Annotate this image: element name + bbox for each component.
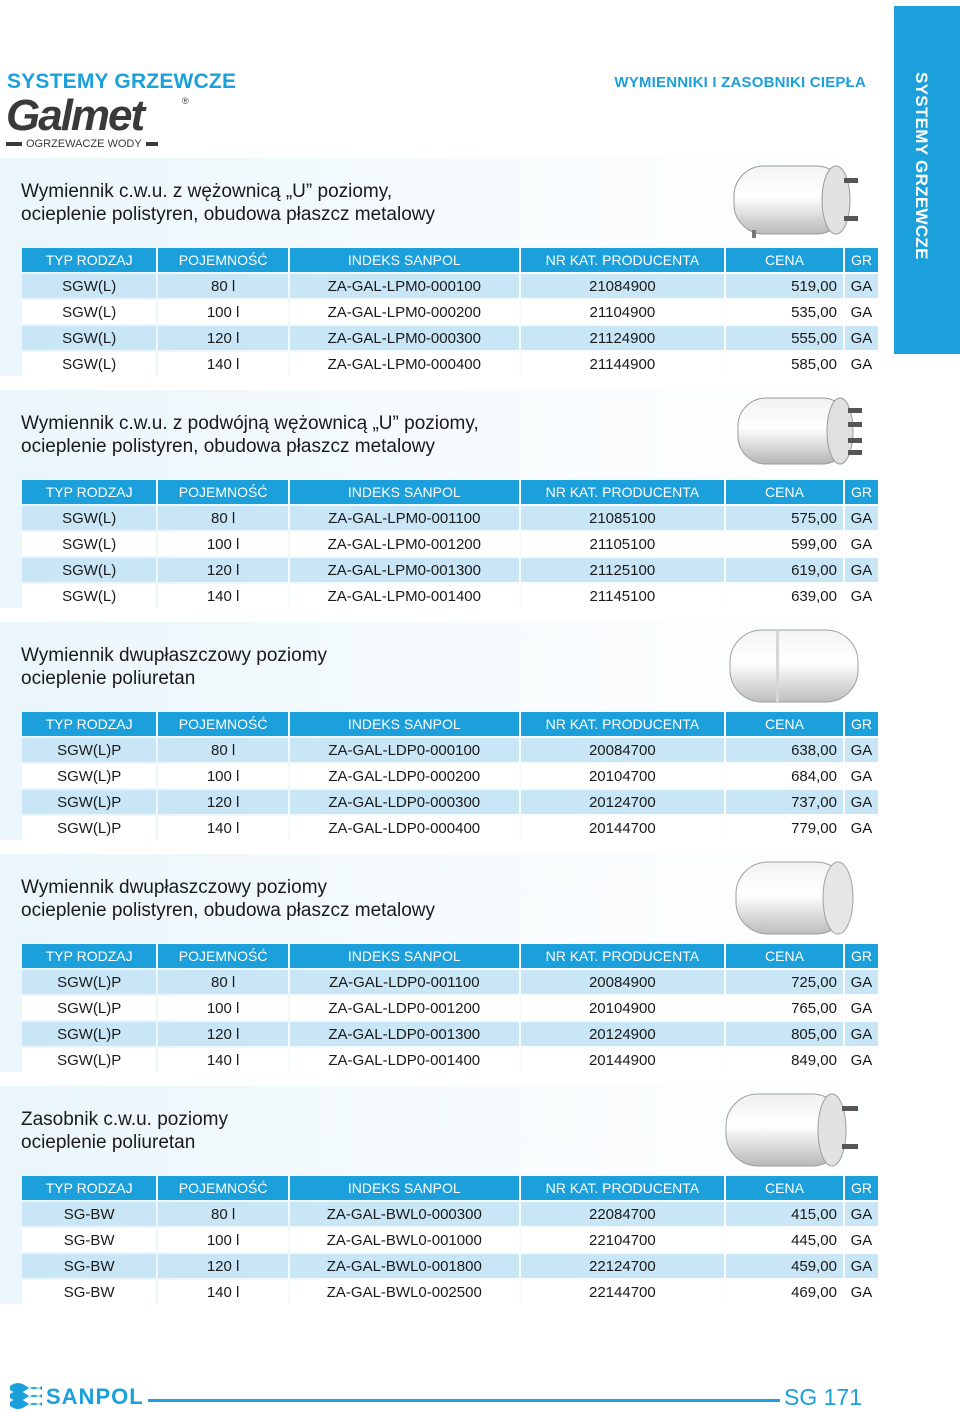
- storage-tank-image: [718, 1088, 864, 1172]
- cell-indeks: ZA-GAL-LDP0-001100: [290, 970, 519, 994]
- cell-nr-kat: 21105100: [521, 532, 724, 556]
- logo-wordmark: Galmet: [6, 91, 144, 140]
- col-nr-kat: NR KAT. PRODUCENTA: [521, 944, 724, 968]
- cell-pojemnosc: 100 l: [158, 996, 287, 1020]
- cell-typ: SGW(L)P: [22, 816, 156, 840]
- table-row: [22, 1228, 878, 1252]
- cell-nr-kat: 21104900: [521, 300, 724, 324]
- cell-pojemnosc: 140 l: [158, 1280, 287, 1304]
- col-pojemnosc: POJEMNOŚĆ: [158, 1176, 287, 1200]
- cell-typ: SGW(L): [22, 584, 156, 608]
- section-title-line-2: ocieplenie poliuretan: [21, 668, 196, 689]
- cell-typ: SG-BW: [22, 1254, 156, 1278]
- section-title-line-2: ocieplenie polistyren, obudowa płaszcz metalowy: [21, 204, 436, 225]
- cell-typ: SGW(L): [22, 326, 156, 350]
- cell-gr: GA: [845, 558, 878, 582]
- cell-cena: 619,00: [726, 558, 843, 582]
- section-title: [21, 1108, 228, 1154]
- page-number: SG 171: [784, 1384, 862, 1410]
- cell-pojemnosc: 80 l: [158, 274, 287, 298]
- cell-pojemnosc: 120 l: [158, 326, 287, 350]
- col-nr-kat: NR KAT. PRODUCENTA: [521, 248, 724, 272]
- price-table: [20, 246, 880, 378]
- cell-typ: SGW(L)P: [22, 1022, 156, 1046]
- cell-nr-kat: 21124900: [521, 326, 724, 350]
- cell-typ: SGW(L): [22, 506, 156, 530]
- section-title: [21, 644, 327, 690]
- table-row: [22, 738, 878, 762]
- cell-pojemnosc: 80 l: [158, 738, 287, 762]
- col-cena: CENA: [726, 712, 843, 736]
- cell-nr-kat: 20144700: [521, 816, 724, 840]
- cell-nr-kat: 20104700: [521, 764, 724, 788]
- cell-indeks: ZA-GAL-LPM0-000400: [290, 352, 519, 376]
- cell-gr: GA: [845, 1254, 878, 1278]
- table-row: [22, 1254, 878, 1278]
- cell-nr-kat: 21125100: [521, 558, 724, 582]
- section-title-line-2: ocieplenie poliuretan: [21, 1132, 196, 1153]
- cell-cena: 555,00: [726, 326, 843, 350]
- galmet-logo: [6, 91, 191, 154]
- cell-indeks: ZA-GAL-LPM0-001200: [290, 532, 519, 556]
- cell-typ: SGW(L)P: [22, 764, 156, 788]
- cell-indeks: ZA-GAL-LDP0-001400: [290, 1048, 519, 1072]
- col-pojemnosc: POJEMNOŚĆ: [158, 944, 287, 968]
- cell-indeks: ZA-GAL-LDP0-001300: [290, 1022, 519, 1046]
- cell-gr: GA: [845, 1022, 878, 1046]
- col-typ-rodzaj: TYP RODZAJ: [22, 712, 156, 736]
- cell-gr: GA: [845, 1202, 878, 1226]
- table-header-row: [22, 712, 878, 736]
- cell-cena: 737,00: [726, 790, 843, 814]
- cell-pojemnosc: 120 l: [158, 1254, 287, 1278]
- col-gr: GR: [845, 1176, 878, 1200]
- col-pojemnosc: POJEMNOŚĆ: [158, 248, 287, 272]
- section-title-line-1: Wymiennik dwupłaszczowy poziomy: [21, 877, 328, 898]
- cell-indeks: ZA-GAL-LPM0-000100: [290, 274, 519, 298]
- cell-pojemnosc: 80 l: [158, 1202, 287, 1226]
- table-row: [22, 1022, 878, 1046]
- table-row: [22, 300, 878, 324]
- boiler-image: [730, 856, 860, 940]
- brand-title: SYSTEMY GRZEWCZE: [7, 70, 237, 93]
- cell-indeks: ZA-GAL-BWL0-001800: [290, 1254, 519, 1278]
- cell-cena: 849,00: [726, 1048, 843, 1072]
- cell-gr: GA: [845, 1048, 878, 1072]
- section-title-line-2: ocieplenie polistyren, obudowa płaszcz metalowy: [21, 436, 436, 457]
- product-section-2: [0, 390, 880, 608]
- col-pojemnosc: POJEMNOŚĆ: [158, 712, 287, 736]
- cell-pojemnosc: 140 l: [158, 816, 287, 840]
- col-indeks-sanpol: INDEKS SANPOL: [290, 480, 519, 504]
- col-nr-kat: NR KAT. PRODUCENTA: [521, 480, 724, 504]
- cell-typ: SGW(L)P: [22, 970, 156, 994]
- boiler-image: [724, 158, 864, 240]
- cell-cena: 415,00: [726, 1202, 843, 1226]
- cell-gr: GA: [845, 738, 878, 762]
- product-section-3: [0, 622, 880, 840]
- col-typ-rodzaj: TYP RODZAJ: [22, 480, 156, 504]
- section-title: [21, 180, 435, 226]
- cell-nr-kat: 21144900: [521, 352, 724, 376]
- slogan-bar-left: [6, 142, 22, 146]
- sanpol-wave-icon: [8, 1380, 44, 1410]
- cell-indeks: ZA-GAL-LDP0-000400: [290, 816, 519, 840]
- table-row: [22, 274, 878, 298]
- col-pojemnosc: POJEMNOŚĆ: [158, 480, 287, 504]
- cell-indeks: ZA-GAL-LDP0-000100: [290, 738, 519, 762]
- cell-gr: GA: [845, 532, 878, 556]
- cell-pojemnosc: 100 l: [158, 300, 287, 324]
- cell-typ: SGW(L): [22, 532, 156, 556]
- price-table: [20, 1174, 880, 1306]
- logo-slogan-row: [6, 138, 186, 150]
- cell-pojemnosc: 120 l: [158, 1022, 287, 1046]
- boiler-image: [730, 392, 866, 470]
- cell-typ: SGW(L)P: [22, 790, 156, 814]
- cell-typ: SGW(L): [22, 274, 156, 298]
- section-title-line-1: Wymiennik dwupłaszczowy poziomy: [21, 645, 328, 666]
- cell-nr-kat: 20084700: [521, 738, 724, 762]
- col-cena: CENA: [726, 944, 843, 968]
- section-title-line-2: ocieplenie polistyren, obudowa płaszcz metalowy: [21, 900, 436, 921]
- cell-typ: SG-BW: [22, 1280, 156, 1304]
- logo-slogan: OGRZEWACZE WODY: [26, 138, 142, 150]
- cell-indeks: ZA-GAL-LPM0-001400: [290, 584, 519, 608]
- cell-nr-kat: 20124700: [521, 790, 724, 814]
- col-indeks-sanpol: INDEKS SANPOL: [290, 944, 519, 968]
- cell-gr: GA: [845, 996, 878, 1020]
- col-typ-rodzaj: TYP RODZAJ: [22, 1176, 156, 1200]
- col-cena: CENA: [726, 480, 843, 504]
- cell-gr: GA: [845, 1280, 878, 1304]
- cell-gr: GA: [845, 326, 878, 350]
- cell-indeks: ZA-GAL-BWL0-000300: [290, 1202, 519, 1226]
- cell-indeks: ZA-GAL-LPM0-001300: [290, 558, 519, 582]
- col-gr: GR: [845, 248, 878, 272]
- col-gr: GR: [845, 712, 878, 736]
- table-row: [22, 816, 878, 840]
- cell-cena: 639,00: [726, 584, 843, 608]
- table-row: [22, 790, 878, 814]
- cell-nr-kat: 22124700: [521, 1254, 724, 1278]
- cell-indeks: ZA-GAL-LDP0-000200: [290, 764, 519, 788]
- cell-nr-kat: 21085100: [521, 506, 724, 530]
- cell-typ: SGW(L)P: [22, 1048, 156, 1072]
- section-title-line-1: Wymiennik c.w.u. z podwójną wężownicą „U” poziomy,: [21, 413, 479, 434]
- col-cena: CENA: [726, 1176, 843, 1200]
- cell-typ: SG-BW: [22, 1228, 156, 1252]
- table-row: [22, 326, 878, 350]
- cell-pojemnosc: 80 l: [158, 506, 287, 530]
- cell-indeks: ZA-GAL-BWL0-001000: [290, 1228, 519, 1252]
- cell-pojemnosc: 100 l: [158, 1228, 287, 1252]
- cell-indeks: ZA-GAL-LDP0-000300: [290, 790, 519, 814]
- col-cena: CENA: [726, 248, 843, 272]
- col-gr: GR: [845, 480, 878, 504]
- col-indeks-sanpol: INDEKS SANPOL: [290, 248, 519, 272]
- col-indeks-sanpol: INDEKS SANPOL: [290, 712, 519, 736]
- boiler-image: [724, 624, 864, 708]
- cell-indeks: ZA-GAL-BWL0-002500: [290, 1280, 519, 1304]
- section-title-line-1: Wymiennik c.w.u. z wężownicą „U” poziomy,: [21, 181, 393, 202]
- cell-pojemnosc: 100 l: [158, 764, 287, 788]
- cell-pojemnosc: 140 l: [158, 584, 287, 608]
- table-header-row: [22, 480, 878, 504]
- cell-nr-kat: 20104900: [521, 996, 724, 1020]
- sanpol-logo: [8, 1380, 158, 1410]
- slogan-bar-right: [146, 142, 158, 146]
- cell-gr: GA: [845, 764, 878, 788]
- table-row: [22, 532, 878, 556]
- cell-cena: 765,00: [726, 996, 843, 1020]
- side-tab: [894, 6, 960, 354]
- cell-indeks: ZA-GAL-LPM0-000300: [290, 326, 519, 350]
- cell-nr-kat: 22144700: [521, 1280, 724, 1304]
- table-row: [22, 1280, 878, 1304]
- cell-cena: 684,00: [726, 764, 843, 788]
- cell-cena: 725,00: [726, 970, 843, 994]
- cell-typ: SGW(L)P: [22, 996, 156, 1020]
- cell-pojemnosc: 120 l: [158, 558, 287, 582]
- col-indeks-sanpol: INDEKS SANPOL: [290, 1176, 519, 1200]
- cell-cena: 599,00: [726, 532, 843, 556]
- cell-nr-kat: 20144900: [521, 1048, 724, 1072]
- table-row: [22, 996, 878, 1020]
- section-title: [21, 412, 479, 458]
- cell-pojemnosc: 120 l: [158, 790, 287, 814]
- price-table: [20, 710, 880, 842]
- price-table: [20, 942, 880, 1074]
- side-tab-label: SYSTEMY GRZEWCZE: [912, 72, 931, 260]
- cell-pojemnosc: 140 l: [158, 352, 287, 376]
- cell-nr-kat: 22104700: [521, 1228, 724, 1252]
- cell-cena: 585,00: [726, 352, 843, 376]
- cell-gr: GA: [845, 816, 878, 840]
- col-gr: GR: [845, 944, 878, 968]
- table-row: [22, 352, 878, 376]
- table-header-row: [22, 1176, 878, 1200]
- sanpol-wordmark: SANPOL: [46, 1384, 144, 1409]
- product-section-5: [0, 1086, 880, 1304]
- product-section-4: [0, 854, 880, 1072]
- cell-cena: 779,00: [726, 816, 843, 840]
- cell-typ: SGW(L): [22, 558, 156, 582]
- cell-typ: SGW(L): [22, 352, 156, 376]
- cell-gr: GA: [845, 970, 878, 994]
- cell-gr: GA: [845, 352, 878, 376]
- cell-gr: GA: [845, 1228, 878, 1252]
- col-nr-kat: NR KAT. PRODUCENTA: [521, 1176, 724, 1200]
- table-row: [22, 584, 878, 608]
- col-nr-kat: NR KAT. PRODUCENTA: [521, 712, 724, 736]
- table-header-row: [22, 248, 878, 272]
- cell-cena: 459,00: [726, 1254, 843, 1278]
- cell-typ: SGW(L): [22, 300, 156, 324]
- cell-pojemnosc: 140 l: [158, 1048, 287, 1072]
- product-section-1: [0, 158, 880, 376]
- table-row: [22, 1048, 878, 1072]
- cell-cena: 805,00: [726, 1022, 843, 1046]
- cell-pojemnosc: 100 l: [158, 532, 287, 556]
- cell-nr-kat: 20084900: [521, 970, 724, 994]
- col-typ-rodzaj: TYP RODZAJ: [22, 248, 156, 272]
- cell-pojemnosc: 80 l: [158, 970, 287, 994]
- cell-gr: GA: [845, 274, 878, 298]
- registered-mark: ®: [182, 96, 189, 106]
- table-row: [22, 1202, 878, 1226]
- table-row: [22, 970, 878, 994]
- cell-nr-kat: 21084900: [521, 274, 724, 298]
- cell-typ: SG-BW: [22, 1202, 156, 1226]
- col-typ-rodzaj: TYP RODZAJ: [22, 944, 156, 968]
- table-row: [22, 506, 878, 530]
- cell-cena: 575,00: [726, 506, 843, 530]
- price-table: [20, 478, 880, 610]
- section-title-line-1: Zasobnik c.w.u. poziomy: [21, 1109, 228, 1130]
- cell-gr: GA: [845, 790, 878, 814]
- cell-indeks: ZA-GAL-LPM0-000200: [290, 300, 519, 324]
- table-row: [22, 764, 878, 788]
- cell-cena: 638,00: [726, 738, 843, 762]
- cell-cena: 445,00: [726, 1228, 843, 1252]
- cell-gr: GA: [845, 506, 878, 530]
- cell-nr-kat: 20124900: [521, 1022, 724, 1046]
- cell-gr: GA: [845, 584, 878, 608]
- cell-cena: 535,00: [726, 300, 843, 324]
- cell-nr-kat: 22084700: [521, 1202, 724, 1226]
- footer-divider: [148, 1399, 780, 1402]
- section-title: [21, 876, 435, 922]
- cell-cena: 519,00: [726, 274, 843, 298]
- cell-gr: GA: [845, 300, 878, 324]
- table-row: [22, 558, 878, 582]
- section-header: WYMIENNIKI I ZASOBNIKI CIEPŁA: [614, 74, 866, 91]
- cell-indeks: ZA-GAL-LPM0-001100: [290, 506, 519, 530]
- cell-nr-kat: 21145100: [521, 584, 724, 608]
- table-header-row: [22, 944, 878, 968]
- cell-indeks: ZA-GAL-LDP0-001200: [290, 996, 519, 1020]
- cell-typ: SGW(L)P: [22, 738, 156, 762]
- cell-cena: 469,00: [726, 1280, 843, 1304]
